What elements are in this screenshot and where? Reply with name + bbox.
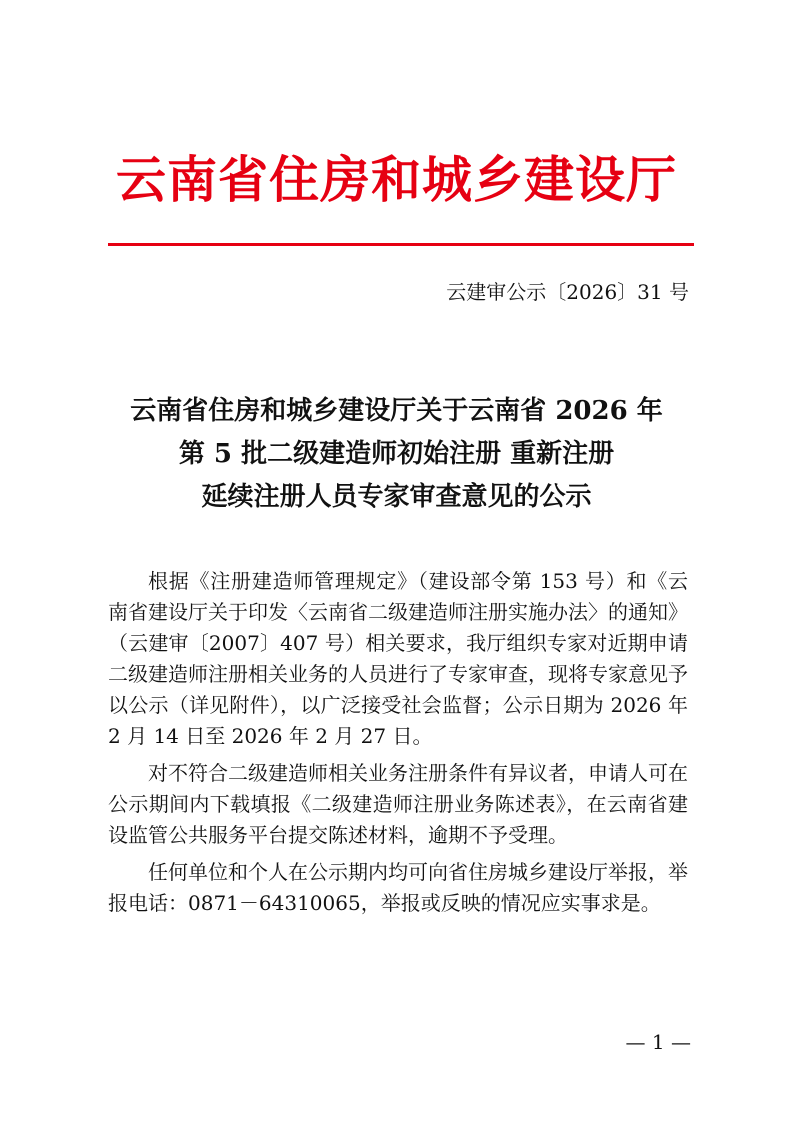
body-paragraph: 对不符合二级建造师相关业务注册条件有异议者，申请人可在公示期间内下载填报《二级建造师注册业务陈述表》，在云南省建设监管公共服务平台提交陈述材料，逾期不予受理。	[108, 761, 688, 847]
body-paragraph: 任何单位和个人在公示期内均可向省住房城乡建设厅举报，举报电话：0871－64310065，举报或反映的情况应实事求是。	[108, 860, 688, 915]
doc-number: 云建审公示〔2026〕31 号	[446, 280, 689, 304]
page-number: — 1 —	[625, 1030, 691, 1054]
issuer-title: 云南省住房和城乡建设厅	[116, 150, 677, 209]
doc-title-line: 云南省住房和城乡建设厅关于云南省 2026 年	[130, 396, 663, 426]
header-rule	[108, 243, 694, 246]
doc-title	[0, 390, 793, 519]
doc-title-line: 延续注册人员专家审查意见的公示	[201, 482, 592, 512]
body-text	[108, 566, 688, 919]
body-paragraph: 根据《注册建造师管理规定》（建设部令第 153 号）和《云南省建设厅关于印发〈云南省二级建造师注册实施办法〉的通知》（云建审〔2007〕407 号）相关要求，我厅组织专家对近期申请二级建造师注册相关业务的人员进行了专家审查，现将专家意见予以公示（详见附件），以广泛接受社会监督；公示日期为 2026 年 2 月 14 日至 2026 年 2 月 27 日。	[108, 569, 688, 748]
doc-title-line: 第 5 批二级建造师初始注册 重新注册	[178, 439, 615, 469]
